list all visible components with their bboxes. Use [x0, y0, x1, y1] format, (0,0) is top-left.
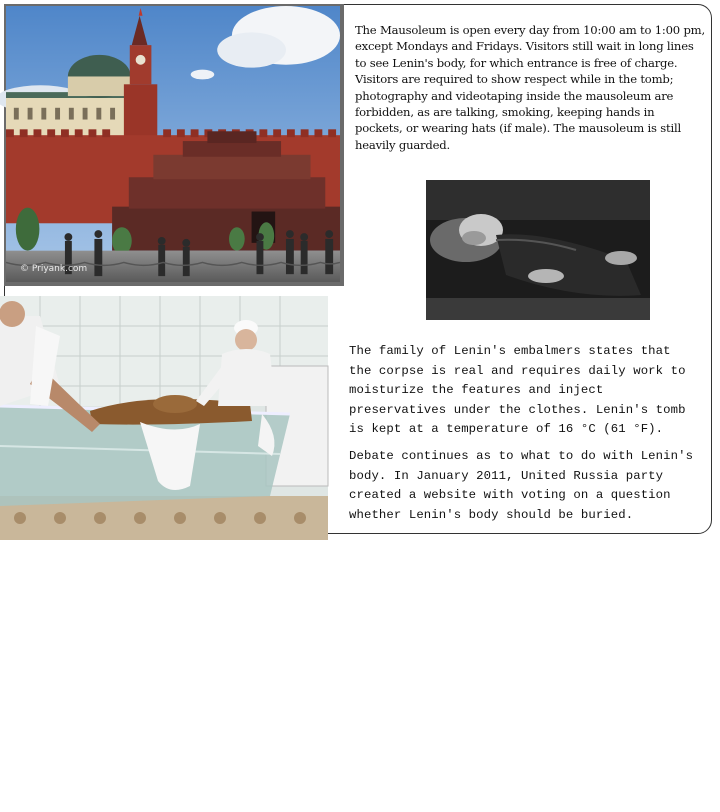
lenin-body-photo-image: [426, 180, 650, 320]
mausoleum-photo-image: [6, 6, 340, 282]
embalmers-photo: [0, 296, 328, 812]
lenin-body-photo: [426, 180, 650, 320]
burial-debate-paragraph: Debate continues as to what to do with Lenin's body. In January 2011, United Russia party created a website with voting on a question whether Lenin's body should be buried.: [349, 449, 694, 522]
visiting-rules-paragraph: The Mausoleum is open every day from 10:00 am to 1:00 pm, except Mondays and Fridays. Visitors still wait in long lines to see Lenin's body, for which entrance is free of charge. Visitors are required to show respect while in the tomb; photography and videotaping inside the mausoleum are forbidden, as are talking, smoking, keeping hands in pockets, or wearing hats (if male). The mausoleum is still heavily guarded.: [355, 23, 705, 152]
embalmers-family-paragraph: The family of Lenin's embalmers states that the corpse is real and requires daily work to moisturize the features and inject preservatives under the clothes. Lenin's tomb is kept at a temperature of 16 °C (61 °F).: [349, 344, 686, 436]
mausoleum-photo: [4, 4, 344, 286]
photo-watermark: © Priyank.com: [20, 264, 88, 274]
tv-channel-logo: НТВ: [30, 798, 58, 812]
embalmers-photo-image: [0, 296, 328, 540]
